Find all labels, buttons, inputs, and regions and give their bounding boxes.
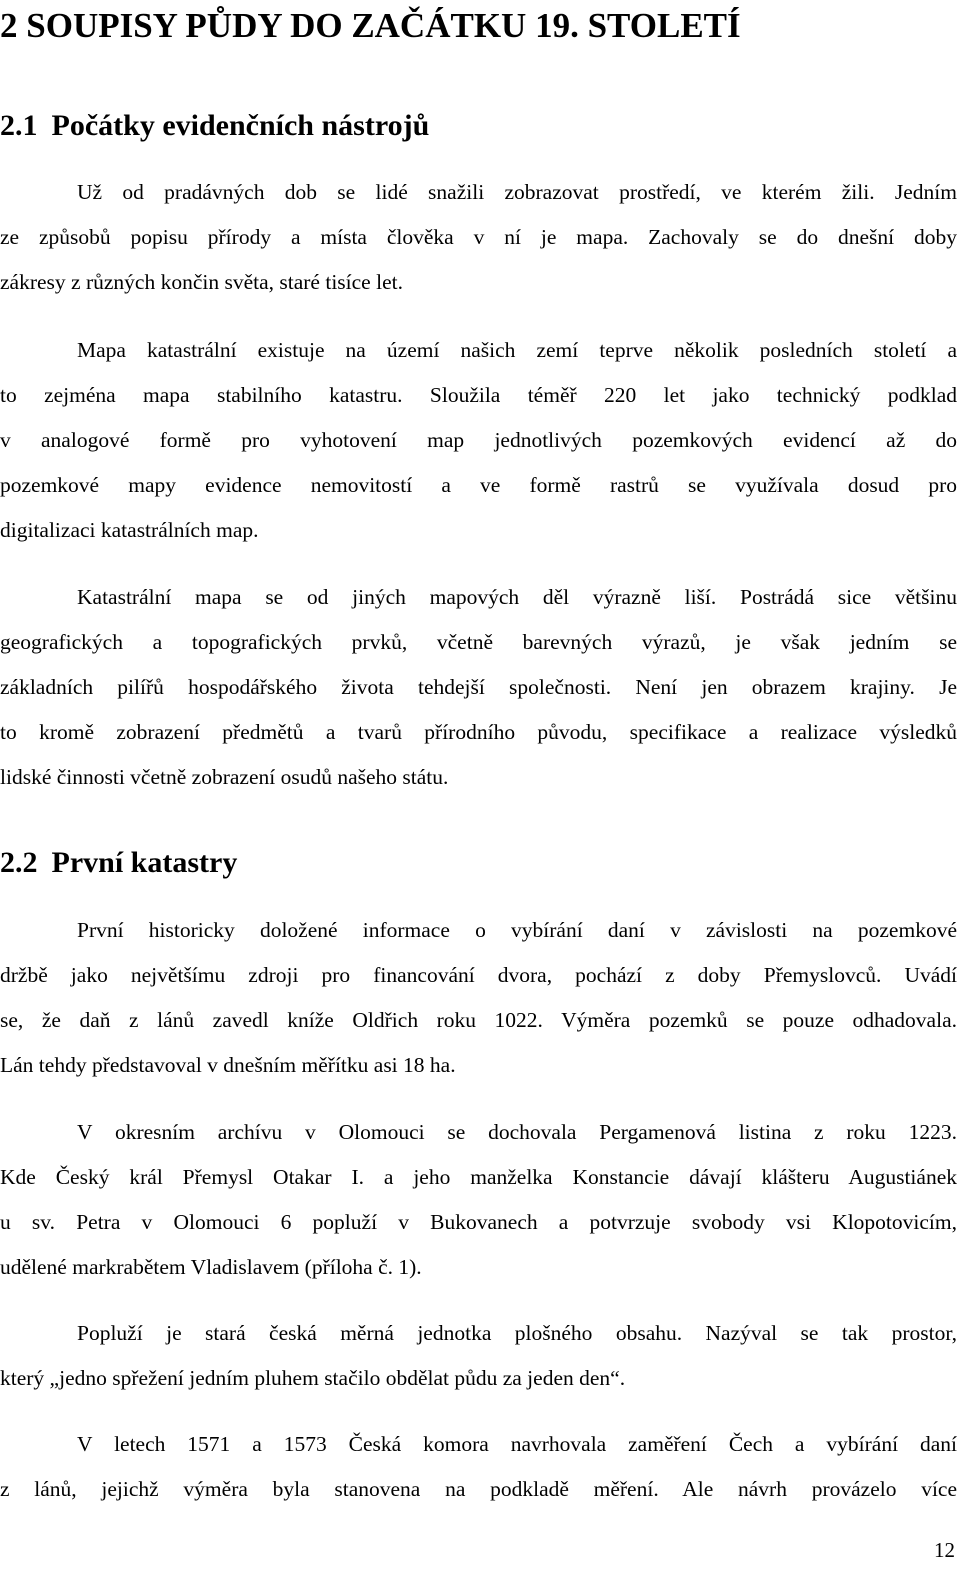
paragraph-line: Katastrální mapa se od jiných mapových děl výrazně liší. Postrádá sice většinu bbox=[77, 585, 957, 609]
section-title: Počátky evidenčních nástrojů bbox=[51, 109, 430, 142]
paragraph bbox=[0, 328, 957, 553]
paragraph bbox=[0, 1311, 957, 1401]
paragraph-line: který „jedno spřežení jedním pluhem stačilo obdělat půdu za jeden den“. bbox=[0, 1366, 626, 1390]
paragraph bbox=[0, 1422, 957, 1512]
paragraph-line: zákresy z různých končin světa, staré tisíce let. bbox=[0, 270, 403, 294]
paragraph-line: V okresním archívu v Olomouci se dochovala Pergamenová listina z roku 1223. bbox=[77, 1120, 957, 1144]
paragraph-line: První historicky doložené informace o vybírání daní v závislosti na pozemkové bbox=[77, 918, 957, 942]
paragraph-line: udělené markrabětem Vladislavem (příloha č. 1). bbox=[0, 1255, 422, 1279]
paragraph-line: Lán tehdy představoval v dnešním měřítku asi 18 ha. bbox=[0, 1053, 456, 1077]
chapter-heading: 2 SOUPISY PŮDY DO ZAČÁTKU 19. STOLETÍ bbox=[0, 6, 741, 45]
section-title: První katastry bbox=[51, 846, 238, 879]
section-number: 2.1 bbox=[0, 109, 38, 142]
paragraph-line: Kde Český král Přemysl Otakar I. a jeho manželka Konstancie dávají klášteru Augustiánek bbox=[0, 1165, 957, 1189]
paragraph-line: Mapa katastrální existuje na území našich zemí teprve několik posledních století a bbox=[77, 338, 957, 362]
paragraph-line: u sv. Petra v Olomouci 6 popluží v Bukovanech a potvrzuje svobody vsi Klopotovicím, bbox=[0, 1210, 957, 1234]
paragraph-line: lidské činnosti včetně zobrazení osudů našeho státu. bbox=[0, 765, 449, 789]
paragraph-line: základních pilířů hospodářského života tehdejší společnosti. Není jen obrazem krajiny. Je bbox=[0, 675, 957, 699]
paragraph-line: Popluží je stará česká měrná jednotka plošného obsahu. Nazýval se tak prostor, bbox=[77, 1321, 957, 1345]
paragraph bbox=[0, 170, 957, 305]
paragraph-line: to kromě zobrazení předmětů a tvarů přírodního původu, specifikace a realizace výsledků bbox=[0, 720, 957, 744]
paragraph bbox=[0, 908, 957, 1088]
paragraph bbox=[0, 1110, 957, 1290]
paragraph-line: ze způsobů popisu přírody a místa člověka v ní je mapa. Zachovaly se do dnešní doby bbox=[0, 225, 957, 249]
paragraph-line: V letech 1571 a 1573 Česká komora navrhovala zaměření Čech a vybírání daní bbox=[77, 1432, 957, 1456]
paragraph-line: držbě jako největšímu zdroji pro financování dvora, pochází z doby Přemyslovců. Uvádí bbox=[0, 963, 957, 987]
paragraph-line: v analogové formě pro vyhotovení map jednotlivých pozemkových evidencí až do bbox=[0, 428, 957, 452]
paragraph-line: digitalizaci katastrálních map. bbox=[0, 518, 259, 542]
section-number: 2.2 bbox=[0, 846, 38, 879]
paragraph-line: geografických a topografických prvků, včetně barevných výrazů, je však jedním se bbox=[0, 630, 957, 654]
page-number: 12 bbox=[934, 1538, 955, 1562]
paragraph-line: z lánů, jejichž výměra byla stanovena na podkladě měření. Ale návrh provázelo více bbox=[0, 1477, 957, 1501]
section-heading-2-1 bbox=[0, 106, 960, 146]
paragraph-line: to zejména mapa stabilního katastru. Sloužila téměř 220 let jako technický podklad bbox=[0, 383, 957, 407]
section-heading-2-2 bbox=[0, 843, 960, 883]
paragraph-line: pozemkové mapy evidence nemovitostí a ve formě rastrů se využívala dosud pro bbox=[0, 473, 957, 497]
paragraph-line: Už od pradávných dob se lidé snažili zobrazovat prostředí, ve kterém žili. Jedním bbox=[77, 180, 957, 204]
paragraph bbox=[0, 575, 957, 800]
paragraph-line: se, že daň z lánů zavedl kníže Oldřich roku 1022. Výměra pozemků se pouze odhadovala. bbox=[0, 1008, 957, 1032]
